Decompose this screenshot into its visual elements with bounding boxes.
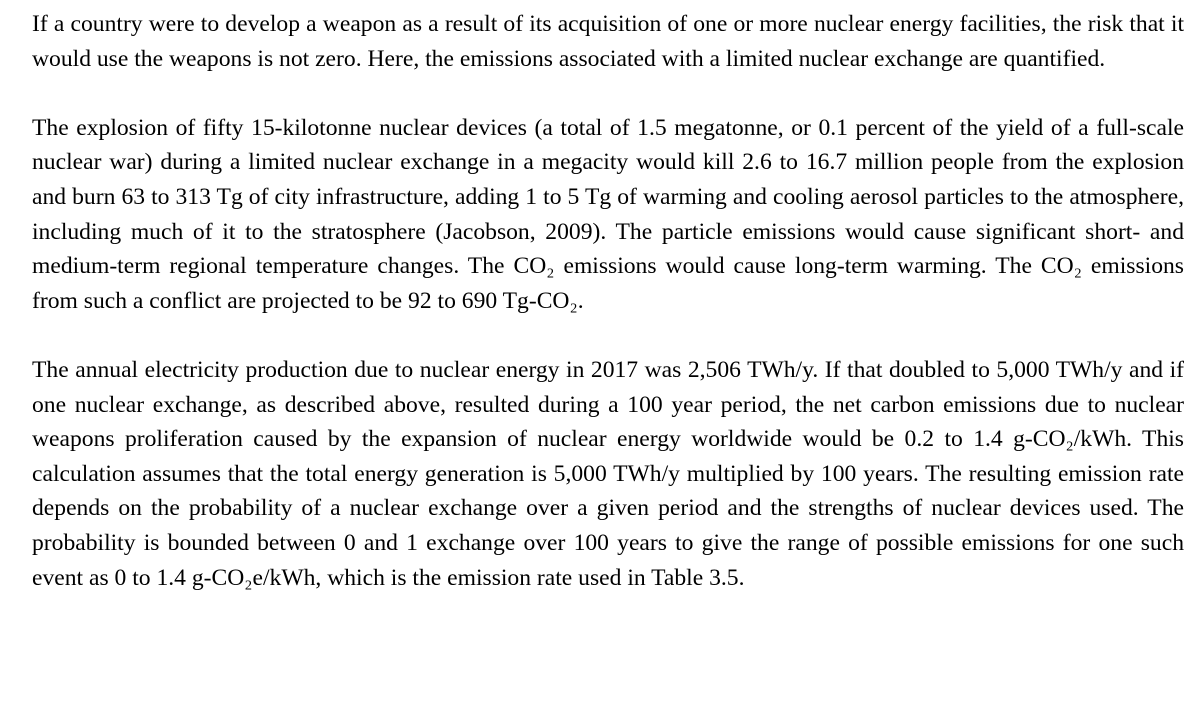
paragraph-limited-exchange: The explosion of fifty 15-kilotonne nuclear devices (a total of 1.5 megatonne, or 0.1 percent of the yield of a full-scale nuclear war) during a limited nuclear exchange in a megacity would kill 2.6 to 16.7 million people from the explosion and burn 63 to 313 Tg of city infrastructure, adding 1 to 5 Tg of warming and cooling aerosol particles to the atmosphere, including much of it to the stratosphere (Jacobson, 2009). The particle emissions would cause significant short- and medium-term regional temperature changes. The CO₂ emissions would cause long-term warming. The CO₂ emissions from such a conflict are projected to be 92 to 690 Tg-CO₂. [32, 114, 1184, 314]
paragraph-weapon-risk: If a country were to develop a weapon as a result of its acquisition of one or more nuclear energy facilities, the risk that it would use the weapons is not zero. Here, the emissions associated with a limited nuclear exchange are quantified. [32, 11, 1184, 72]
paragraph-emission-rate: The annual electricity production due to nuclear energy in 2017 was 2,506 TWh/y. If that doubled to 5,000 TWh/y and if one nuclear exchange, as described above, resulted during a 100 year period, the net carbon emissions due to nuclear weapons proliferation caused by the expansion of nuclear energy worldwide would be 0.2 to 1.4 g-CO₂/kWh. This calculation assumes that the total energy generation is 5,000 TWh/y multiplied by 100 years. The resulting emission rate depends on the probability of a nuclear exchange over a given period and the strengths of nuclear devices used. The probability is bounded between 0 and 1 exchange over 100 years to give the range of possible emissions for one such event as 0 to 1.4 g-CO₂e/kWh, which is the emission rate used in Table 3.5. [32, 356, 1184, 591]
document-body [32, 7, 1184, 595]
